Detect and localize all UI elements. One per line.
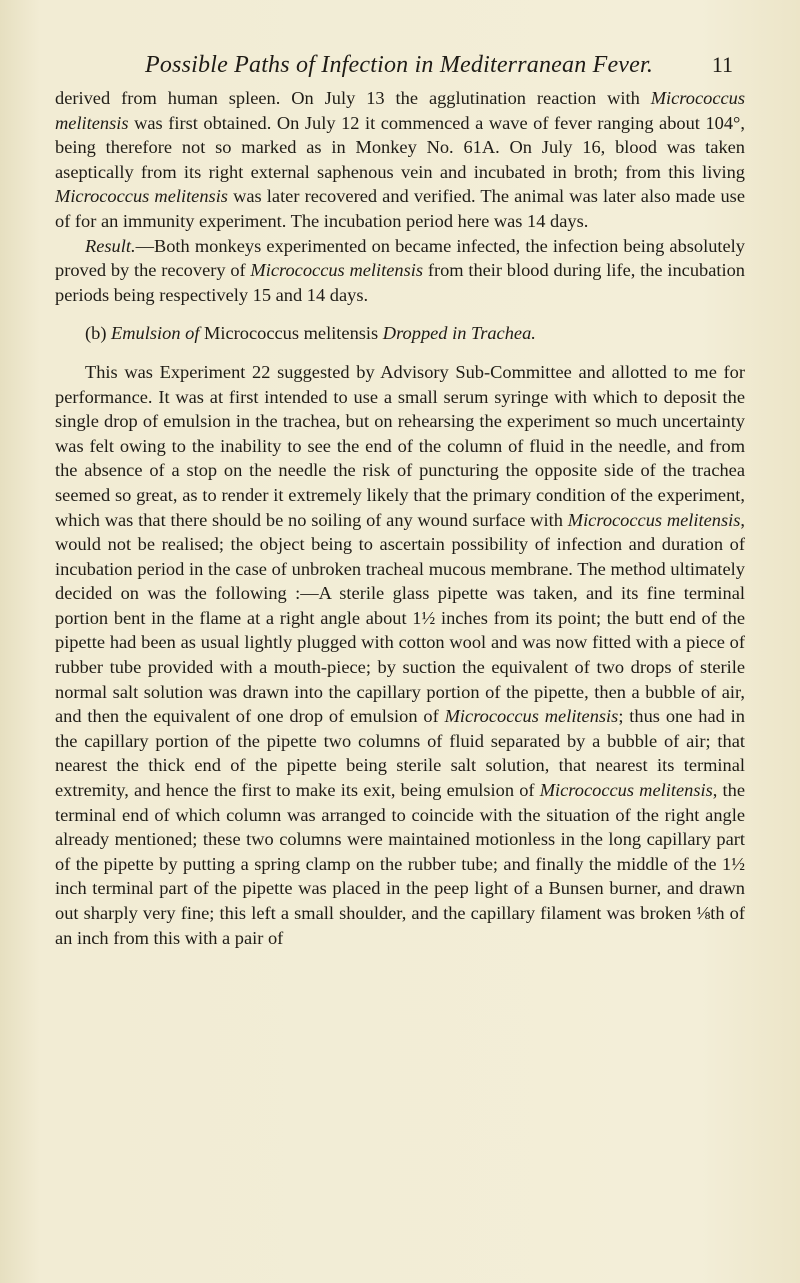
paragraph-method: This was Experiment 22 suggested by Advisory Sub-Committee and allotted to me for performance. It was at first intended to use a small serum syringe with which to deposit the single drop of emulsion in the trachea, but on rehearsing the experiment so much uncertainty was felt owing to the inability to see the end of the column of fluid in the needle, and from the absence of a stop on the needle the risk of puncturing the opposite side of the trachea seemed so great, as to render it extremely likely that the primary condition of the experiment, which was that there should be no soiling of any wound surface with Micrococcus melitensis, would not be realised; the object being to ascertain possibility of infection and duration of incubation period in the case of unbroken tracheal mucous membrane. The method ultimately decided on was the following :—A sterile glass pipette was taken, and its fine terminal portion bent in the flame at a right angle about 1½ inches from its point; the butt end of the pipette had been as usual lightly plugged with cotton wool and was now fitted with a piece of rubber tube provided with a mouth-piece; by suction the equivalent of two drops of sterile normal salt solution was drawn into the capillary portion of the pipette, then a bubble of air, and then the equivalent of one drop of emulsion of Micrococcus melitensis; thus one had in the capillary portion of the pipette two columns of fluid separated by a bubble of air; that nearest the thick end of the pipette being sterile salt solution, that nearest its terminal extremity, and hence the first to make its exit, being emulsion of Micrococcus melitensis, the terminal end of which column was arranged to coincide with the situation of the right angle already mentioned; these two columns were maintained motionless in the long capillary part of the pipette by putting a spring clamp on the rubber tube; and finally the middle of the 1½ inch terminal part of the pipette was placed in the peep light of a Bunsen burner, and drawn out sharply very fine; this left a small shoulder, and the capillary filament was broken ⅛th of an inch from this with a pair of: [55, 361, 746, 948]
species-name: Micrococcus melitensis: [250, 260, 424, 281]
section-heading: (b) Emulsion of Micrococcus melitensis Dropped in Trachea.: [85, 323, 536, 344]
paragraph-result: Result.—Both monkeys experimented on became infected, the infection being absolutely proved by the recovery of Micrococcus melitensis from their blood during life, the incubation periods being respectively 15 and 14 days.: [55, 235, 745, 305]
species-name: Micrococcus melitensis: [55, 88, 745, 133]
species-name: Micrococcus melitensis: [444, 706, 619, 727]
paragraph-monkey-experiment: derived from human spleen. On July 13 the agglutination reaction with Micrococcus melitensis was first obtained. On July 12 it commenced a wave of fever ranging about 104°, being therefore not so marked as in Monkey No. 61A. On July 16, blood was taken aseptically from its right external saphenous vein and incubated in broth; from this living Micrococcus melitensis was later recovered and verified. The animal was later also made use of for an immunity experiment. The incubation period here was 14 days.: [55, 88, 745, 231]
species-name: Micrococcus melitensis: [539, 780, 713, 801]
result-label: Result.: [85, 235, 136, 256]
species-name: Micrococcus melitensis: [567, 509, 741, 530]
page-header: [145, 52, 733, 86]
species-name: Micrococcus melitensis: [55, 186, 228, 207]
page-number: 11: [711, 52, 733, 77]
running-title: Possible Paths of Infection in Mediterranean Fever.: [145, 52, 654, 78]
body-text: [55, 86, 745, 950]
